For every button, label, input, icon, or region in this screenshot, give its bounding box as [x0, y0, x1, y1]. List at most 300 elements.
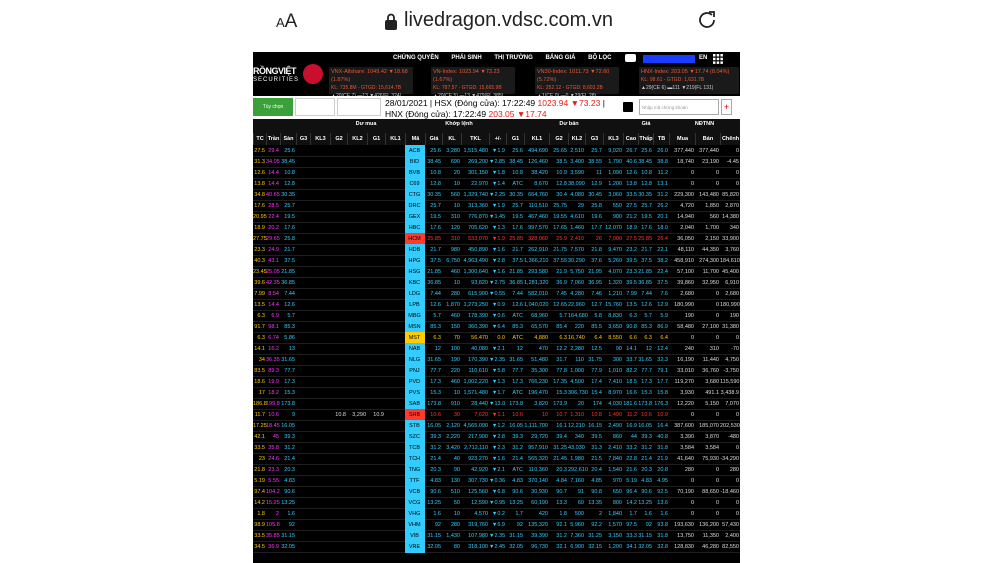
- table-cell: 17.3: [430, 379, 441, 385]
- table-cell: 16.05: [427, 423, 441, 429]
- account-badge[interactable]: [643, 55, 695, 63]
- table-cell: 5.7: [433, 313, 441, 319]
- table-cell: 39,390: [531, 533, 548, 539]
- table-cell: 650: [612, 489, 622, 495]
- table-cell: 17.3: [512, 379, 523, 385]
- table-cell: 4.95: [657, 478, 668, 484]
- table-cell: STB: [405, 420, 425, 432]
- table-cell: VCB: [405, 486, 425, 498]
- table-cell: 0: [715, 302, 719, 308]
- table-cell: 32.05: [427, 544, 441, 550]
- table-cell: 202,530: [720, 423, 740, 429]
- logo[interactable]: [253, 60, 325, 94]
- table-cell: 7,160: [570, 478, 584, 484]
- table-cell: 25.05: [266, 269, 280, 275]
- table-cell: 30.4: [556, 192, 567, 198]
- table-cell: 310: [450, 214, 460, 220]
- table-cell: -70: [731, 346, 739, 352]
- table-cell: 690: [450, 159, 460, 165]
- table-cell: 36.9: [268, 544, 279, 550]
- table-cell: 7.99: [626, 291, 637, 297]
- table-cell: 6.3: [257, 335, 265, 341]
- table-cell: 20.4: [591, 467, 602, 473]
- table-cell: ▼2.8: [491, 434, 505, 440]
- table-cell: 17.6: [430, 225, 441, 231]
- table-cell: 31.7: [556, 357, 567, 363]
- table-cell: ▼2.75: [489, 280, 506, 286]
- col-header[interactable]: Chênh: [720, 133, 740, 145]
- table-cell: 1,430: [446, 533, 460, 539]
- table-cell: 10: [453, 181, 460, 187]
- table-cell: 10.6: [641, 412, 652, 418]
- table-cell: 18.6: [254, 379, 265, 385]
- table-cell: 21.8: [254, 467, 265, 473]
- table-cell: 85.3: [284, 324, 295, 330]
- dice-icon[interactable]: [623, 102, 633, 112]
- col-header[interactable]: TKL: [461, 133, 489, 145]
- col-header[interactable]: G3: [296, 133, 310, 145]
- table-cell: ▼6.4: [491, 324, 505, 330]
- table-cell: 38.45: [427, 159, 441, 165]
- table-cell: 17: [258, 390, 265, 396]
- table-cell: 1,111,700: [524, 423, 548, 429]
- col-header[interactable]: G3: [585, 133, 603, 145]
- table-cell: 23.2: [626, 247, 637, 253]
- add-stock-button[interactable]: +: [721, 99, 732, 115]
- table-cell: 2,680: [725, 291, 739, 297]
- table-cell: 13.25: [427, 500, 441, 506]
- table-cell: 173.8: [638, 401, 652, 407]
- table-cell: 25.85: [427, 236, 441, 242]
- table-cell: 77.7: [430, 368, 441, 374]
- table-cell: 31.65: [281, 357, 295, 363]
- table-cell: 0: [735, 445, 739, 451]
- table-cell: 0: [735, 181, 739, 187]
- col-header[interactable]: Mua: [669, 133, 695, 145]
- table-cell: 10.6: [430, 412, 441, 418]
- col-header[interactable]: KL2: [347, 133, 367, 145]
- table-cell: 39.5: [591, 434, 602, 440]
- table-cell: ▼13.0: [489, 401, 506, 407]
- table-cell: 39.3: [512, 434, 523, 440]
- col-header[interactable]: KL3: [603, 133, 623, 145]
- table-cell: 21.4: [512, 456, 523, 462]
- table-cell: 22.4: [268, 214, 279, 220]
- table-cell: 30.35: [427, 192, 441, 198]
- col-header[interactable]: +/-: [489, 133, 506, 145]
- table-cell: 17.25: [253, 423, 267, 429]
- col-header[interactable]: KL1: [385, 133, 405, 145]
- table-cell: 1.6: [644, 511, 652, 517]
- table-cell: 0: [715, 181, 719, 187]
- table-cell: 79.1: [657, 368, 668, 374]
- table-cell: 39.5: [626, 258, 637, 264]
- table-cell: 560: [709, 214, 719, 220]
- table-cell: -480: [727, 434, 739, 440]
- table-cell: 93.8: [657, 522, 668, 528]
- table-cell: LDG: [405, 288, 425, 300]
- table-cell: ▼1.6: [491, 247, 505, 253]
- table-cell: 77.9: [591, 368, 602, 374]
- table-cell: 293,580: [528, 269, 548, 275]
- table-cell: 12.65: [553, 302, 567, 308]
- table-cell: 4,500: [570, 379, 584, 385]
- table-cell: 21.9: [556, 269, 567, 275]
- table-cell: 0: [715, 511, 719, 517]
- table-cell: MSN: [405, 321, 425, 333]
- table-cell: 34: [258, 357, 265, 363]
- text-size-button[interactable]: AA: [276, 11, 298, 32]
- table-cell: 119,270: [674, 379, 694, 385]
- table-cell: 4.84: [556, 478, 567, 484]
- table-cell: 0.0: [497, 335, 505, 341]
- table-cell: 1,210: [608, 291, 622, 297]
- lock-icon: [384, 13, 398, 30]
- table-cell: 14,380: [722, 214, 739, 220]
- table-cell: 19.5: [512, 214, 523, 220]
- table-cell: 35.85: [266, 533, 280, 539]
- table-cell: 1,090: [608, 170, 622, 176]
- table-cell: 18.2: [268, 390, 279, 396]
- table-cell: 36,050: [677, 236, 694, 242]
- table-cell: 180,990: [720, 302, 740, 308]
- table-cell: 2,870: [725, 203, 739, 209]
- table-cell: 1,490: [608, 412, 622, 418]
- table-cell: ▼2.35: [489, 357, 506, 363]
- table-cell: 970: [612, 478, 622, 484]
- table-cell: PVD: [405, 376, 425, 388]
- index-line: ▲29(CE 6) ▬111 ▼219(FL 131): [641, 85, 714, 91]
- table-cell: 6.9: [271, 313, 279, 319]
- table-cell: 17.6: [641, 225, 652, 231]
- table-cell: 11.2: [657, 170, 668, 176]
- table-cell: 5.86: [284, 335, 295, 341]
- table-cell: ▼1.1: [491, 412, 505, 418]
- index-line: HNX-Index: 203.05 ▼17.74 (8.04%): [641, 69, 730, 75]
- table-cell: 5.19: [626, 478, 637, 484]
- chat-icon[interactable]: [625, 54, 636, 62]
- table-cell: 8,830: [608, 313, 622, 319]
- table-cell: 3,060: [608, 192, 622, 198]
- table-cell: 470: [538, 346, 548, 352]
- table-cell: 5.7: [559, 313, 567, 319]
- table-cell: 12.4: [657, 346, 668, 352]
- table-cell: 533,070: [468, 236, 488, 242]
- col-header[interactable]: G2: [330, 133, 347, 145]
- table-cell: 31.2: [641, 445, 652, 451]
- table-cell: 7,620: [474, 412, 488, 418]
- table-cell: 85.4: [556, 324, 567, 330]
- table-cell: 37.5: [657, 280, 668, 286]
- table-cell: 4,880: [534, 335, 548, 341]
- table-cell: 25.7: [430, 203, 441, 209]
- table-cell: 33.2: [626, 445, 637, 451]
- table-cell: ▼0.2: [491, 511, 505, 517]
- table-cell: 12.8: [556, 181, 567, 187]
- toolbar: [253, 96, 740, 119]
- table-cell: BID: [405, 156, 425, 168]
- table-cell: 5,750: [570, 269, 584, 275]
- table-cell: 21.4: [284, 456, 295, 462]
- table-cell: 0: [690, 511, 694, 517]
- table-cell: ▼1.45: [489, 214, 506, 220]
- table-cell: 21.85: [427, 269, 441, 275]
- table-cell: 5.55: [268, 478, 279, 484]
- col-header[interactable]: TB: [653, 133, 669, 145]
- col-header[interactable]: Mã: [405, 133, 425, 145]
- table-cell: -3,750: [723, 368, 739, 374]
- table-cell: 37.5: [430, 258, 441, 264]
- table-cell: 16.2: [268, 346, 279, 352]
- table-cell: ▼5.8: [491, 368, 505, 374]
- table-cell: 31.8: [657, 445, 668, 451]
- table-cell: 92: [288, 522, 295, 528]
- table-cell: 0: [735, 148, 739, 154]
- table-cell: 27.5: [254, 148, 265, 154]
- table-cell: 310: [709, 346, 719, 352]
- table-cell: 90.8: [626, 324, 637, 330]
- table-cell: -34,290: [720, 456, 739, 462]
- table-cell: 21.85: [281, 269, 295, 275]
- table-cell: 10.7: [556, 412, 567, 418]
- table-cell: 1,460: [570, 225, 584, 231]
- table-cell: 30.35: [638, 192, 652, 198]
- table-cell: 0: [715, 500, 719, 506]
- table-cell: 21.75: [553, 247, 567, 253]
- table-cell: 800: [612, 500, 622, 506]
- table-cell: 1,320: [608, 280, 622, 286]
- table-cell: 31.15: [427, 533, 441, 539]
- nav-thi-truong[interactable]: THỊ TRƯỜNG: [494, 55, 533, 61]
- table-cell: 16.6: [626, 390, 637, 396]
- table-cell: 115,590: [720, 379, 740, 385]
- table-cell: 274,300: [699, 258, 719, 264]
- table-cell: 18.5: [626, 379, 637, 385]
- index-vn30[interactable]: [535, 67, 619, 94]
- table-cell: 262,910: [528, 247, 548, 253]
- table-cell: 2,220: [446, 434, 460, 440]
- table-cell: 173.8: [427, 401, 441, 407]
- table-cell: 33.5: [254, 445, 265, 451]
- table-cell: 310: [450, 236, 460, 242]
- table-cell: 1.6: [660, 511, 668, 517]
- table-cell: 12.6: [641, 302, 652, 308]
- table-cell: 5,960: [570, 522, 584, 528]
- table-cell: 89.3: [268, 368, 279, 374]
- table-cell: 4,610: [570, 214, 584, 220]
- language-toggle[interactable]: EN: [699, 55, 708, 61]
- table-cell: 33,900: [722, 236, 739, 242]
- table-cell: 7.44: [641, 291, 652, 297]
- group-nn: NĐTNN: [694, 121, 715, 127]
- table-cell: 33.3: [626, 533, 637, 539]
- index-line: KL: 252.12 - GTGD: 8,603.2B: [537, 85, 603, 91]
- index-vn-index[interactable]: [431, 67, 515, 94]
- table-cell: -18,460: [720, 489, 739, 495]
- nav-bo-loc[interactable]: BỘ LỌC: [588, 55, 612, 61]
- table-row[interactable]: [253, 541, 740, 553]
- index-hnx[interactable]: [639, 67, 739, 94]
- table-cell: 90: [615, 346, 622, 352]
- table-cell: 26.0: [657, 148, 668, 154]
- table-cell: 14.2: [626, 500, 637, 506]
- table-cell: 1,515,480: [463, 148, 488, 154]
- col-header[interactable]: Bán: [695, 133, 720, 145]
- col-header[interactable]: G1: [506, 133, 524, 145]
- index-vnx-allshare[interactable]: [329, 67, 413, 94]
- table-cell: 34.1: [626, 544, 637, 550]
- table-cell: 31.2: [556, 533, 567, 539]
- options-button[interactable]: Tùy chọn: [253, 98, 293, 116]
- table-cell: [296, 541, 310, 553]
- table-cell: 20: [453, 170, 460, 176]
- table-cell: 560: [450, 192, 460, 198]
- table-cell: 1,366,210: [524, 258, 549, 264]
- table-cell: 15.3: [284, 390, 295, 396]
- reload-icon[interactable]: [696, 9, 718, 31]
- table-cell: 27,100: [702, 324, 719, 330]
- table-cell: 1,329,740: [463, 192, 488, 198]
- table-cell: 39.3: [641, 434, 652, 440]
- table-cell: 3,584: [705, 445, 719, 451]
- table-cell: 20: [577, 401, 584, 407]
- filter-box[interactable]: [337, 98, 381, 116]
- table-cell: 31.75: [588, 357, 602, 363]
- grid-menu-icon[interactable]: [713, 54, 723, 64]
- group-du-mua: Dư mua: [355, 121, 377, 127]
- table-cell: 0: [690, 170, 694, 176]
- table-cell: ACB: [405, 145, 425, 157]
- table-cell: 90.7: [556, 489, 567, 495]
- table-cell: 15.3: [430, 390, 441, 396]
- table-cell: 34.5: [254, 544, 265, 550]
- index-line: VN-Index: 1023.94 ▼73.23 (1.67%): [433, 69, 500, 83]
- table-cell: 48,110: [677, 247, 694, 253]
- table-cell: 19.5: [641, 214, 652, 220]
- table-cell: 7.44: [284, 291, 295, 297]
- table-cell: 77.7: [512, 368, 523, 374]
- table-cell: 10.8: [430, 170, 441, 176]
- table-cell: 9,020: [608, 148, 622, 154]
- table-cell: 13: [288, 346, 295, 352]
- hnx-value: 203.05: [488, 109, 515, 119]
- table-cell: 11: [596, 170, 602, 176]
- table-cell: 1.7: [629, 511, 637, 517]
- filter-box[interactable]: [295, 98, 335, 116]
- table-cell: 2,150: [705, 236, 719, 242]
- table-cell: 12,590: [471, 500, 488, 506]
- table-cell: 0: [715, 170, 719, 176]
- table-cell: 217,900: [468, 434, 488, 440]
- col-header[interactable]: KL2: [568, 133, 585, 145]
- nav-phai-sinh[interactable]: PHÁI SINH: [451, 55, 482, 61]
- table-cell: 39,860: [677, 280, 694, 286]
- table-cell: 36.85: [427, 280, 441, 286]
- col-header[interactable]: Sàn: [280, 133, 296, 145]
- col-header[interactable]: Trần: [266, 133, 280, 145]
- col-header[interactable]: G1: [367, 133, 385, 145]
- table-cell: 0: [715, 412, 719, 418]
- table-cell: 7.46: [591, 291, 602, 297]
- table-cell: 125,560: [468, 489, 488, 495]
- table-cell: 36.85: [281, 280, 295, 286]
- table-cell: 44,350: [702, 247, 719, 253]
- table-cell: 22.1: [657, 247, 668, 253]
- table-cell: 12,220: [677, 401, 694, 407]
- col-header[interactable]: KL1: [524, 133, 549, 145]
- url-text[interactable]: livedragon.vdsc.com.vn: [404, 9, 613, 31]
- nav-chung-quyen[interactable]: CHỨNG QUYỀN: [393, 55, 439, 61]
- table-cell: 13.8: [626, 181, 637, 187]
- table-cell: 190: [450, 357, 460, 363]
- table-cell: 3,870: [705, 434, 719, 440]
- table-cell: 6.3: [644, 335, 652, 341]
- table-cell: NAB: [405, 343, 425, 355]
- table-cell: HBC: [405, 222, 425, 234]
- table-cell: 10.9: [657, 412, 668, 418]
- table-cell: 13.5: [254, 302, 265, 308]
- stock-search-input[interactable]: Nhập mã chứng khoán: [639, 99, 719, 115]
- table-cell: 107,980: [468, 533, 488, 539]
- table-cell: 6.74: [268, 335, 279, 341]
- table-cell: 1,273,250: [463, 302, 488, 308]
- table-cell: 510: [450, 489, 460, 495]
- table-cell: 39.5: [626, 280, 637, 286]
- table-cell: 13,750: [677, 533, 694, 539]
- logo-line1: RỒNGVIỆT: [253, 66, 297, 76]
- col-header[interactable]: Cao: [623, 133, 638, 145]
- table-cell: 143,480: [699, 192, 719, 198]
- table-cell: 25.9: [556, 236, 567, 242]
- table-cell: 313,360: [468, 203, 488, 209]
- table-cell: 280: [684, 467, 694, 473]
- table-cell: 32.3: [657, 357, 668, 363]
- col-header[interactable]: KL3: [310, 133, 330, 145]
- col-header[interactable]: TC: [253, 133, 266, 145]
- table-cell: 1,570: [608, 522, 622, 528]
- table-cell: 31.8: [657, 533, 668, 539]
- table-cell: 77.7: [284, 368, 295, 374]
- table-cell: 300: [612, 357, 622, 363]
- table-cell: 31.2: [512, 445, 523, 451]
- table-cell: 10.8: [512, 170, 523, 176]
- table-cell: 5.19: [254, 478, 265, 484]
- col-header[interactable]: Giá: [425, 133, 442, 145]
- table-cell: 12.6: [254, 170, 265, 176]
- col-header[interactable]: G2: [549, 133, 568, 145]
- col-header[interactable]: Thấp: [638, 133, 653, 145]
- table-cell: 6.3: [257, 313, 265, 319]
- table-cell: 15.3: [641, 390, 652, 396]
- table-cell: 910: [450, 401, 460, 407]
- table-cell: [385, 541, 405, 553]
- table-cell: 82,550: [722, 544, 739, 550]
- table-cell: 40: [453, 456, 460, 462]
- col-header[interactable]: KL: [442, 133, 461, 145]
- table-cell: 86.9: [657, 324, 668, 330]
- table-cell: 377,440: [674, 148, 694, 154]
- table-cell: 12.6: [512, 302, 523, 308]
- table-cell: 28,440: [471, 401, 488, 407]
- table-cell: 1,850: [705, 203, 719, 209]
- table-cell: 6.3: [433, 335, 441, 341]
- table-cell: 46,280: [702, 544, 719, 550]
- nav-bang-gia[interactable]: BẢNG GIÁ: [545, 55, 576, 61]
- table-cell: ▼1.6: [491, 269, 505, 275]
- table-cell: 21.4: [430, 456, 441, 462]
- table-cell: 22,960: [568, 302, 585, 308]
- table-cell: 31,380: [722, 324, 739, 330]
